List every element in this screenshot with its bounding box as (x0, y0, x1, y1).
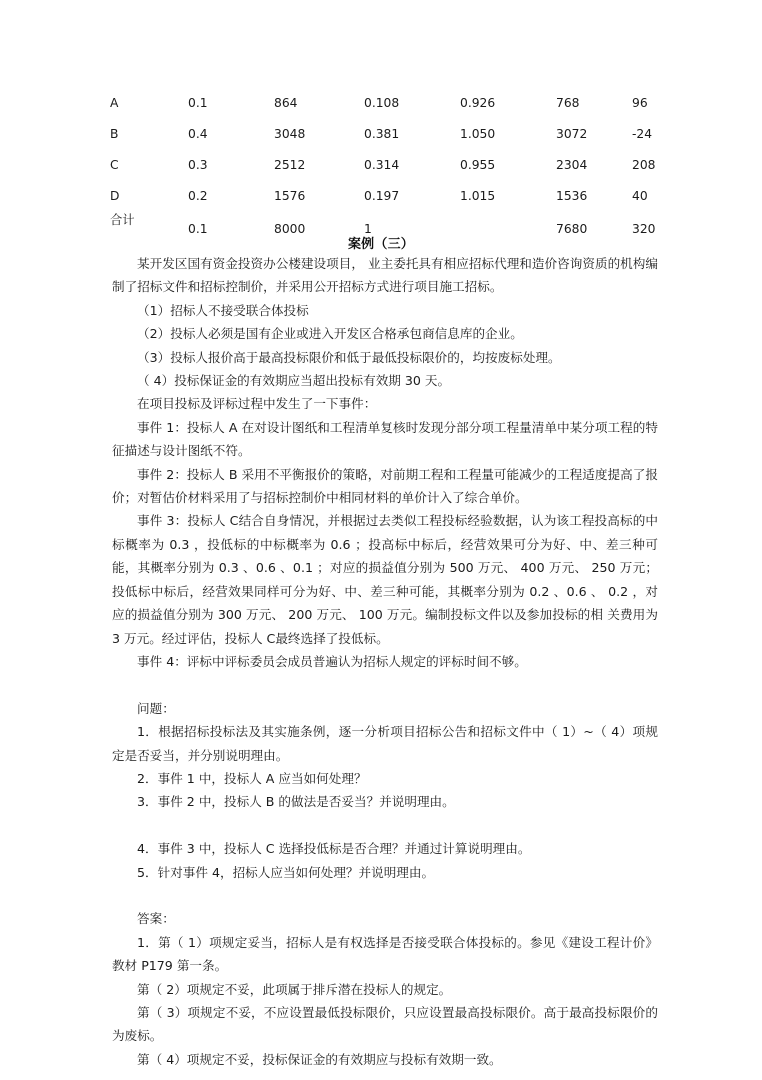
table-cell-coefficient: 1.015 (460, 189, 496, 203)
intro-paragraph: 某开发区国有资金投资办公楼建设项目， 业主委托具有相应招标代理和造价咨询资质的机构编制了招标文件和招标控制价，并采用公开招标方式进行项目施工招标。 (112, 256, 658, 295)
spacer-between-questions (112, 814, 658, 837)
answer-4: 第（ 4）项规定不妥，投标保证金的有效期应与投标有效期一致。 (137, 1051, 502, 1067)
table-cell-coefficient: 0.926 (460, 96, 496, 110)
spacer-before-questions (112, 673, 658, 696)
bid-condition-item-3: （3）投标人报价高于最高投标限价和低于最低投标限价的，均按废标处理。 (137, 349, 561, 365)
table-cell-ratio: 1 (364, 222, 372, 236)
table-cell-label: D (110, 189, 120, 203)
table-cell-coefficient: 1.050 (460, 127, 496, 141)
event-3: 事件 3：投标人 C结合自身情况，并根据过去类似工程投标经验数据，认为该工程投高标的中标概率为 0.3 ，投低标的中标概率为 0.6 ；投高标中标后，经营效果可分为好、中、差三种可能，其概率分别为 0.3 、0.6 、0.1 ；对应的损益值分别为 500 万元、 400 万元、 250 万元；投低标中标后，经营效果同样可分为好、中、差三种可能，其概率分别为 0.2 、0.6 、 0.2 ，对应的损益值分别为 300 万元、 200 万元、 100 万元。编制投标文件以及参加投标的相 关费用为 3 万元。经过评估，投标人 C最终选择了投低标。 (112, 513, 658, 646)
table-cell-diff: 208 (632, 158, 656, 172)
event-2: 事件 2：投标人 B 采用不平衡报价的策略，对前期工程和工程量可能减少的工程适度提高了报价；对暂估价材料采用了与招标控制价中相同材料的单价计入了综合单价。 (112, 466, 658, 506)
question-4: 4．事件 3 中，投标人 C 选择投低标是否合理？并通过计算说明理由。 (137, 841, 531, 857)
question-3: 3．事件 2 中，投标人 B 的做法是否妥当？并说明理由。 (137, 794, 455, 810)
table-row (110, 150, 670, 181)
table-cell-price: 8000 (274, 222, 306, 236)
table-cell-label: B (110, 127, 119, 141)
table-cell-ratio: 0.314 (364, 158, 400, 172)
case-title: 案例（三） (347, 237, 414, 252)
table-cell-ratio: 0.197 (364, 189, 400, 203)
table-cell-evalprice: 768 (556, 96, 580, 110)
bid-condition-item-2: （2）投标人必须是国有企业或进入开发区合格承包商信息库的企业。 (137, 326, 523, 342)
table-cell-diff: -24 (632, 127, 653, 141)
answer-3: 第（ 3）项规定不妥，不应设置最低投标限价，只应设置最高投标限价。高于最高投标限价的为废标。 (112, 1004, 658, 1044)
table-cell-weight: 0.3 (188, 158, 208, 172)
event-4: 事件 4：评标中评标委员会成员普遍认为招标人规定的评标时间不够。 (137, 653, 527, 669)
table-cell-evalprice: 7680 (556, 222, 588, 236)
answer-1: 1．第（ 1）项规定妥当，招标人是有权选择是否接受联合体投标的。参见《建设工程计价》教材 P179 第一条。 (112, 934, 658, 974)
table-cell-diff: 40 (632, 189, 648, 203)
table-cell-evalprice: 2304 (556, 158, 588, 172)
table-cell-ratio: 0.381 (364, 127, 400, 141)
table-row (110, 181, 670, 212)
bid-evaluation-table (110, 88, 670, 247)
events-lead-in: 在项目投标及评标过程中发生了一下事件： (137, 396, 377, 412)
table-cell-weight: 0.1 (188, 222, 208, 236)
question-5: 5．针对事件 4，招标人应当如何处理？并说明理由。 (137, 864, 435, 880)
table-row (110, 88, 670, 119)
answer-2: 第（ 2）项规定不妥，此项属于排斥潜在投标人的规定。 (137, 981, 452, 997)
table-cell-price: 2512 (274, 158, 306, 172)
table-cell-total-label: 合计 (110, 213, 135, 227)
table-cell-ratio: 0.108 (364, 96, 400, 110)
table-cell-price: 864 (274, 96, 298, 110)
bid-condition-item-4: （ 4）投标保证金的有效期应当超出投标有效期 30 天。 (137, 373, 451, 389)
questions-heading: 问题： (137, 700, 175, 716)
table-cell-price: 1576 (274, 189, 306, 203)
table-cell-weight: 0.1 (188, 96, 208, 110)
document-body (112, 252, 658, 1071)
table-cell-evalprice: 1536 (556, 189, 588, 203)
table-cell-weight: 0.2 (188, 189, 208, 203)
spacer-before-answers (112, 884, 658, 907)
table-cell-diff: 320 (632, 222, 656, 236)
table-cell-price: 3048 (274, 127, 306, 141)
event-1: 事件 1：投标人 A 在对设计图纸和工程清单复核时发现分部分项工程量清单中某分项工程的特征描述与设计图纸不符。 (112, 419, 658, 459)
question-1: 1．根据招标投标法及其实施条例，逐一分析项目招标公告和招标文件中（ 1）~（ 4）项规定是否妥当，并分别说明理由。 (112, 724, 658, 763)
question-2: 2．事件 1 中，投标人 A 应当如何处理？ (137, 770, 367, 786)
table-cell-diff: 96 (632, 96, 648, 110)
table-cell-coefficient: 0.955 (460, 158, 496, 172)
table-cell-weight: 0.4 (188, 127, 208, 141)
answers-heading: 答案： (137, 911, 175, 927)
table-body (110, 88, 670, 247)
table-cell-label: C (110, 158, 119, 172)
bid-condition-item-1: （1）招标人不接受联合体投标 (137, 302, 309, 318)
table-row (110, 119, 670, 150)
table-cell-evalprice: 3072 (556, 127, 588, 141)
table-cell-label: A (110, 96, 119, 110)
